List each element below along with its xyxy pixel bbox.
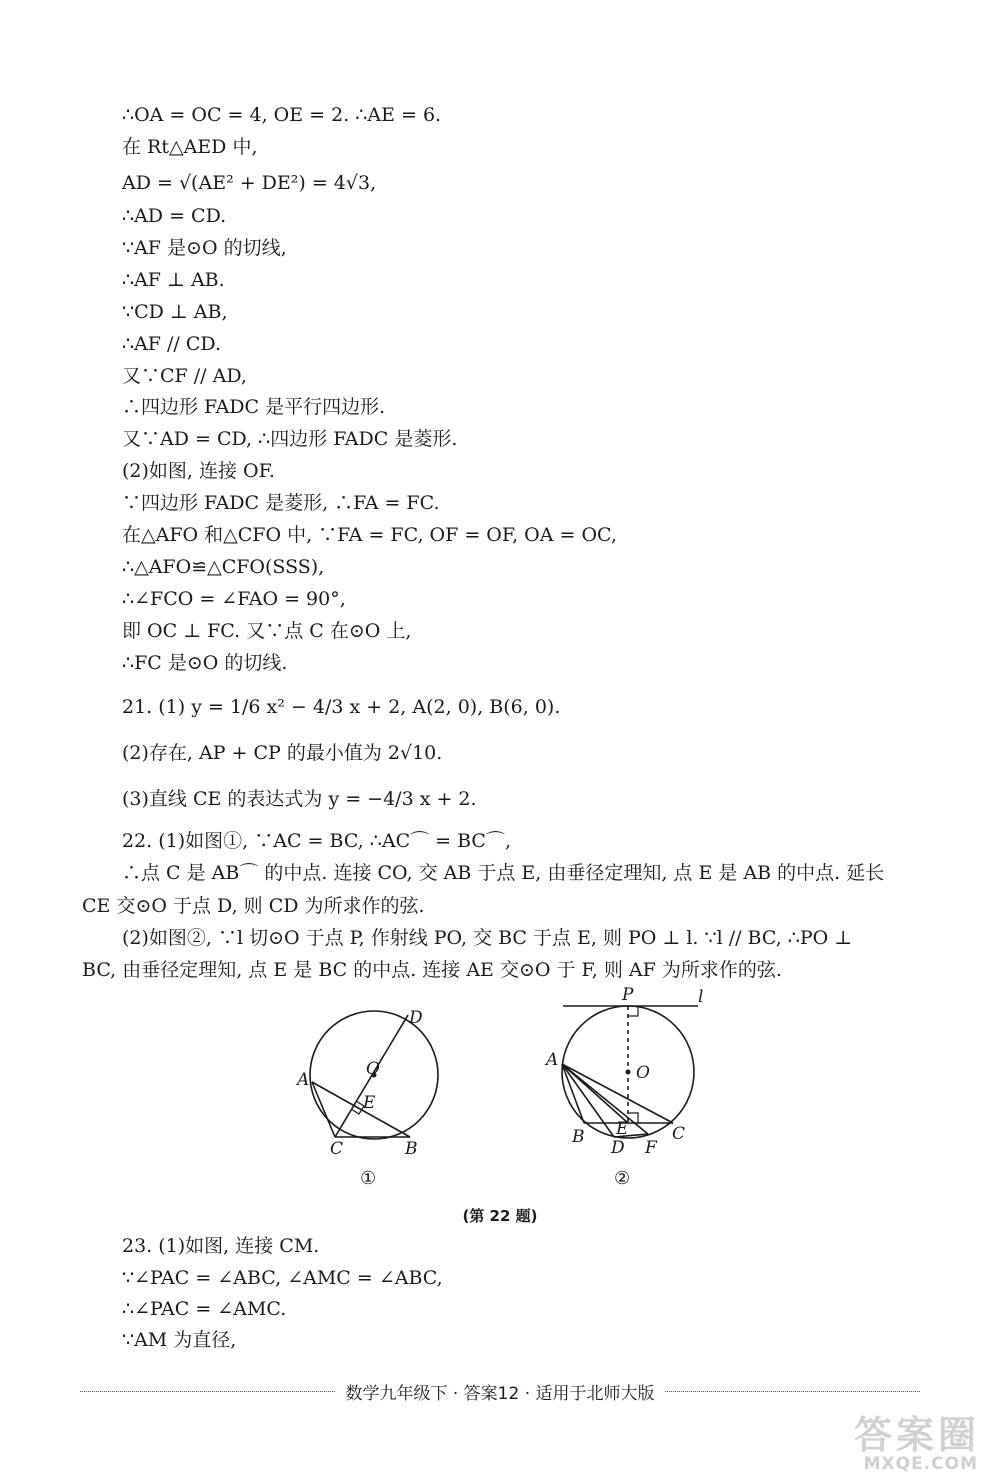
label-l: l: [698, 987, 704, 1007]
center-dot-2: [626, 1070, 631, 1075]
text-line: 又∵AD = CD, ∴四边形 FADC 是菱形.: [122, 428, 458, 450]
label-a: A: [297, 1070, 310, 1090]
label-p: P: [622, 985, 634, 1005]
text-line: ∵AM 为直径,: [122, 1329, 237, 1351]
text-line: 又∵CF // AD,: [122, 365, 247, 387]
text-line: ∴∠FCO = ∠FAO = 90°,: [122, 588, 346, 610]
text-line: ∴AF // CD.: [122, 333, 222, 355]
text-line: ∵四边形 FADC 是菱形, ∴FA = FC.: [122, 492, 440, 514]
text-line: ∴AF ⊥ AB.: [122, 269, 225, 291]
label-b: B: [405, 1139, 418, 1159]
text-line: ∴∠PAC = ∠AMC.: [122, 1298, 287, 1320]
text-line: 在△AFO 和△CFO 中, ∵FA = FC, OF = OF, OA = OC,: [122, 524, 617, 546]
chord-ab: [312, 1082, 410, 1137]
label-a-2: A: [546, 1050, 559, 1070]
figure-number-1: ①: [360, 1168, 377, 1189]
label-c-2: C: [672, 1124, 686, 1144]
text-line: ∵CD ⊥ AB,: [122, 301, 228, 323]
text-line: AD = √(AE² + DE²) = 4√3,: [122, 172, 377, 194]
text-line: ∴AD = CD.: [122, 205, 227, 227]
text-line: ∵∠PAC = ∠ABC, ∠AMC = ∠ABC,: [122, 1267, 443, 1289]
label-d-2: D: [611, 1138, 625, 1158]
watermark-logo: [836, 1404, 986, 1480]
text-line: 22. (1)如图①, ∵AC = BC, ∴AC⌒ = BC⌒,: [122, 830, 511, 852]
label-o-2: O: [636, 1063, 650, 1083]
chord-ac: [312, 1082, 335, 1137]
figure-caption: (第 22 题): [462, 1207, 538, 1225]
label-b-2: B: [572, 1127, 585, 1147]
text-line: 21. (1) y = 1/6 x² − 4/3 x + 2, A(2, 0), B(6, 0).: [122, 696, 561, 718]
text-line: (3)直线 CE 的表达式为 y = −4/3 x + 2.: [122, 788, 477, 810]
text-line: BC, 由垂径定理知, 点 E 是 BC 的中点. 连接 AE 交⊙O 于 F, 则 AF 为所求作的弦.: [82, 959, 782, 981]
text-line: ∴四边形 FADC 是平行四边形.: [122, 396, 386, 418]
text-line: 23. (1)如图, 连接 CM.: [122, 1235, 320, 1257]
right-angle-mark-top: [628, 1006, 638, 1016]
text-line: (2)存在, AP + CP 的最小值为 2√10.: [122, 742, 443, 764]
text-line: ∴△AFO≌△CFO(SSS),: [122, 556, 325, 578]
text-line: ∵AF 是⊙O 的切线,: [122, 237, 287, 259]
text-line: ∴OA = OC = 4, OE = 2. ∴AE = 6.: [122, 104, 442, 126]
label-o: O: [366, 1059, 380, 1079]
page-footer: [80, 1378, 920, 1404]
footer-rule-right: [665, 1391, 920, 1392]
text-line: CE 交⊙O 于点 D, 则 CD 为所求作的弦.: [82, 895, 425, 917]
text-line: 即 OC ⊥ FC. 又∵点 C 在⊙O 上,: [122, 620, 412, 642]
text-line: 在 Rt△AED 中,: [122, 136, 258, 158]
footer-text: 数学九年级下 · 答案12 · 适用于北师大版: [345, 1383, 655, 1404]
text-line: ∴FC 是⊙O 的切线.: [122, 652, 288, 674]
text-line: ∴点 C 是 AB⌒ 的中点. 连接 CO, 交 AB 于点 E, 由垂径定理知, 点 E 是 AB 的中点. 延长: [122, 862, 885, 884]
label-e: E: [363, 1093, 376, 1113]
label-c: C: [330, 1139, 344, 1159]
watermark-top: 答案圈: [853, 1413, 980, 1457]
footer-rule-left: [80, 1391, 335, 1392]
watermark-bottom: MXQE.COM: [863, 1454, 978, 1474]
label-f: F: [645, 1138, 657, 1158]
figure-number-2: ②: [614, 1168, 631, 1189]
label-e-2: E: [616, 1119, 629, 1139]
text-line: (2)如图②, ∵l 切⊙O 于点 P, 作射线 PO, 交 BC 于点 E, 则 PO ⊥ l. ∵l // BC, ∴PO ⊥: [122, 927, 853, 949]
label-d: D: [409, 1008, 423, 1028]
text-line: (2)如图, 连接 OF.: [122, 460, 275, 482]
